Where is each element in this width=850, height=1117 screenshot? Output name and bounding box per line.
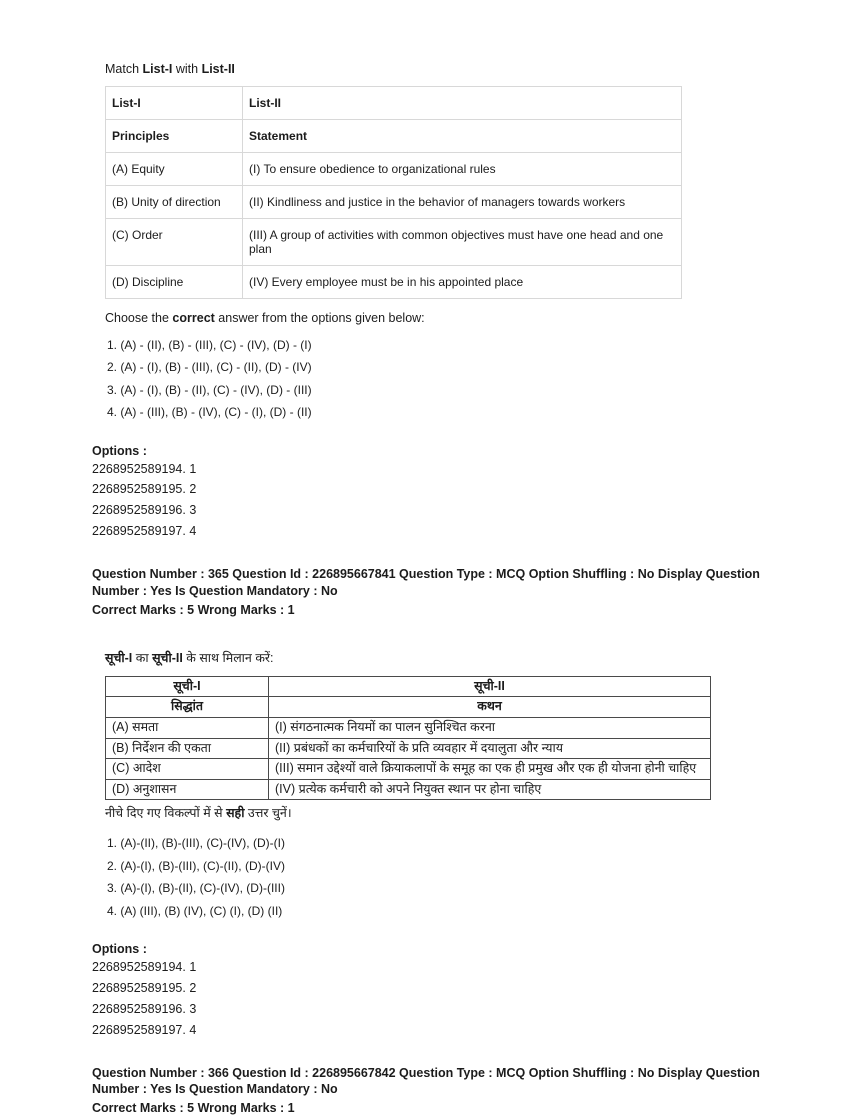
- intro-text: का: [132, 651, 152, 665]
- table-cell-right: (II) प्रबंधकों का कर्मचारियों के प्रति व्यवहार में दयालुता और न्याय: [269, 738, 711, 759]
- intro-text: Match: [105, 62, 143, 76]
- table-subheader-cell: Statement: [243, 120, 682, 153]
- table-subheader-cell: Principles: [106, 120, 243, 153]
- intro-text: के साथ मिलान करें:: [183, 651, 274, 665]
- question-intro: [105, 62, 780, 76]
- option-line: 1. (A) - (II), (B) - (III), (C) - (IV), (D) - (I): [107, 337, 780, 354]
- match-table-english: [105, 86, 682, 299]
- table-cell-right: (IV) Every employee must be in his appointed place: [243, 266, 682, 299]
- choose-text: उत्तर चुनें।: [244, 806, 291, 820]
- option-id-line: 2268952589194. 1: [92, 959, 780, 976]
- intro-text: with: [172, 62, 201, 76]
- question-meta-line: Question Number : 365 Question Id : 226895667841 Question Type : MCQ Option Shuffling : No Display Question Number : Yes Is Question Mandatory : No: [92, 566, 782, 600]
- table-row: [106, 779, 711, 800]
- option-line: 2. (A)-(I), (B)-(III), (C)-(II), (D)-(IV): [107, 858, 780, 875]
- list-2-label: List-II: [202, 62, 235, 76]
- options-label: Options :: [92, 444, 780, 458]
- table-subheader-row: [106, 697, 711, 718]
- question-meta-line: Question Number : 366 Question Id : 226895667842 Question Type : MCQ Option Shuffling : No Display Question Number : Yes Is Question Mandatory : No: [92, 1065, 782, 1099]
- table-header-cell: List-I: [106, 87, 243, 120]
- table-cell-right: (III) समान उद्देश्यों वाले क्रियाकलापों के समूह का एक ही प्रमुख और एक ही योजना होनी चाहिए: [269, 759, 711, 780]
- match-table-hindi: [105, 676, 711, 801]
- table-header-cell: सूची-I: [106, 676, 269, 697]
- choose-text: नीचे दिए गए विकल्पों में से: [105, 806, 226, 820]
- option-line: 3. (A)-(I), (B)-(II), (C)-(IV), (D)-(III): [107, 880, 780, 897]
- table-header-row: [106, 87, 682, 120]
- correct-emphasis-hindi: सही: [226, 806, 244, 820]
- table-row: [106, 219, 682, 266]
- list-1-label-hindi: सूची-I: [105, 651, 132, 665]
- question-marks-line: Correct Marks : 5 Wrong Marks : 1: [92, 1100, 782, 1117]
- question-marks-line: Correct Marks : 5 Wrong Marks : 1: [92, 602, 782, 619]
- choose-text: answer from the options given below:: [215, 311, 425, 325]
- correct-emphasis: correct: [172, 311, 214, 325]
- table-cell-left: (B) निर्देशन की एकता: [106, 738, 269, 759]
- table-header-cell: सूची-II: [269, 676, 711, 697]
- question-meta-366: [92, 1065, 782, 1117]
- table-cell-right: (III) A group of activities with common objectives must have one head and one plan: [243, 219, 682, 266]
- option-line: 4. (A) (III), (B) (IV), (C) (I), (D) (II): [107, 903, 780, 920]
- option-id-line: 2268952589197. 4: [92, 1022, 780, 1039]
- table-subheader-cell: सिद्धांत: [106, 697, 269, 718]
- list-1-label: List-I: [143, 62, 173, 76]
- table-row: [106, 759, 711, 780]
- list-2-label-hindi: सूची-II: [152, 651, 183, 665]
- table-cell-right: (II) Kindliness and justice in the behavior of managers towards workers: [243, 186, 682, 219]
- table-cell-right: (I) संगठनात्मक नियमों का पालन सुनिश्चित करना: [269, 717, 711, 738]
- table-cell-left: (D) Discipline: [106, 266, 243, 299]
- option-id-line: 2268952589196. 3: [92, 502, 780, 519]
- table-cell-left: (D) अनुशासन: [106, 779, 269, 800]
- table-row: [106, 153, 682, 186]
- options-id-block: [92, 444, 780, 541]
- option-id-line: 2268952589196. 3: [92, 1001, 780, 1018]
- option-id-line: 2268952589197. 4: [92, 523, 780, 540]
- question-365-hindi: [105, 649, 780, 920]
- choose-answer-instruction: [105, 311, 780, 325]
- option-id-line: 2268952589195. 2: [92, 481, 780, 498]
- table-header-row: [106, 676, 711, 697]
- table-subheader-row: [106, 120, 682, 153]
- choose-answer-instruction-hindi: [105, 804, 780, 821]
- question-intro-hindi: [105, 649, 780, 666]
- table-cell-left: (A) Equity: [106, 153, 243, 186]
- table-cell-right: (I) To ensure obedience to organizational rules: [243, 153, 682, 186]
- table-cell-left: (C) Order: [106, 219, 243, 266]
- option-id-line: 2268952589194. 1: [92, 461, 780, 478]
- options-label: Options :: [92, 942, 780, 956]
- table-row: [106, 186, 682, 219]
- table-subheader-cell: कथन: [269, 697, 711, 718]
- table-cell-left: (B) Unity of direction: [106, 186, 243, 219]
- option-line: 4. (A) - (III), (B) - (IV), (C) - (I), (D) - (II): [107, 404, 780, 421]
- option-line: 1. (A)-(II), (B)-(III), (C)-(IV), (D)-(I): [107, 835, 780, 852]
- choose-text: Choose the: [105, 311, 172, 325]
- option-id-line: 2268952589195. 2: [92, 980, 780, 997]
- table-row: [106, 717, 711, 738]
- question-meta-365: [92, 566, 782, 619]
- table-cell-left: (C) आदेश: [106, 759, 269, 780]
- table-cell-right: (IV) प्रत्येक कर्मचारी को अपने नियुक्त स्थान पर होना चाहिए: [269, 779, 711, 800]
- option-line: 3. (A) - (I), (B) - (II), (C) - (IV), (D) - (III): [107, 382, 780, 399]
- question-365-english: [105, 62, 780, 422]
- options-id-block: [92, 942, 780, 1039]
- option-line: 2. (A) - (I), (B) - (III), (C) - (II), (D) - (IV): [107, 359, 780, 376]
- table-header-cell: List-II: [243, 87, 682, 120]
- table-row: [106, 266, 682, 299]
- table-row: [106, 738, 711, 759]
- table-cell-left: (A) समता: [106, 717, 269, 738]
